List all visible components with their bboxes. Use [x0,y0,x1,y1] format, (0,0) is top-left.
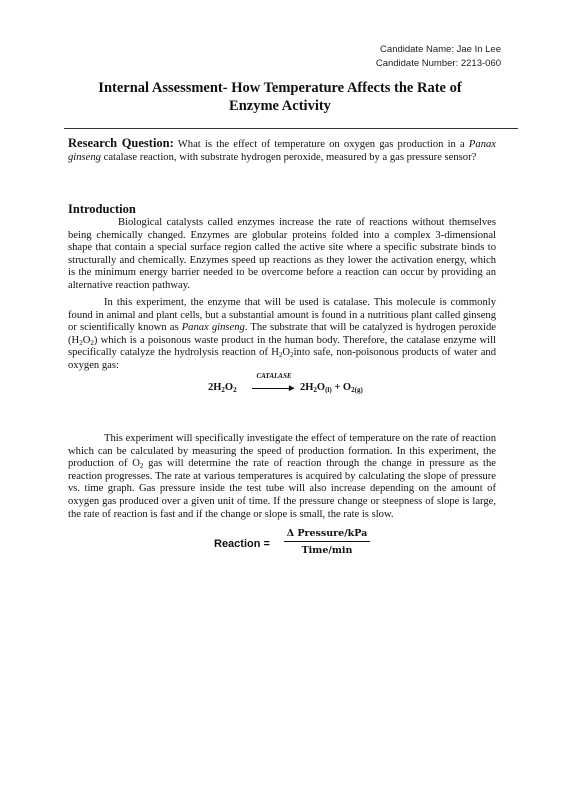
equation-products: $2H_2O_{(l)} + O_{2(g)}$ [300,382,363,394]
intro-paragraph-2-text-b: . The substrate that will be catalyzed is hydrogen peroxide (H [68,322,496,346]
formula-numerator: Δ Pressure/kPa [286,528,368,539]
formula-fraction [284,528,370,556]
subscript: 2 [139,462,144,471]
intro-paragraph-3-text-b: gas will determine the rate of reaction through the change in pressure as the reaction progresses. The rate at various temperatures is acquired by calculating the slope of pressure vs. time graph. Gas pressure inside the test tube will also increase depending on the amount of oxygen gas produced over a given unit of time. If the pressure change or steepness of slope is large, the rate of reaction is fast and if the change or slope is small, the rate is slow. [68,458,496,520]
research-question-text-a: What is the effect of temperature on oxygen gas production in a [173,139,469,150]
research-question-text-b: catalase reaction, with substrate hydrogen peroxide, measured by a gas pressure sensor? [100,151,477,163]
intro-paragraph-3-text-a: This experiment will specifically investigate the effect of temperature on the rate of reaction which can be calculated by measuring the speed of production formation. In this experiment, the production of O [68,433,496,470]
subscript: 2 [278,351,283,360]
intro-paragraph-1-text: Biological catalysts called enzymes increase the rate of reactions without themselves being chemically changed. Enzymes are globular proteins folded into a complex 3-dimensional shape that contain a special surface region called the active site where a specific substrate binds to structurally and chemically. Enzymes speed up reactions as they lower the activation energy, which is the minimum energy barrier needed to be overcome before a reaction can occur by providing an alternative reaction pathway. [68,217,496,291]
intro-paragraph-2 [68,297,496,373]
introduction-heading: Introduction [68,202,136,216]
equation-reactant: $2H_2O_2$ [208,382,237,394]
formula-denominator: Time/min [301,545,353,556]
intro-paragraph-3 [68,433,496,521]
reaction-arrow: CATALASE ▶ [252,372,296,398]
subscript: 2 [290,351,294,360]
intro-paragraph-2-text-d: ) which is a poisonous waste product in the human body. Therefore, the catalase enzyme will specifically catalyze the hydrolysis reaction of H [68,334,496,359]
intro-paragraph-1 [68,217,496,293]
candidate-name: Candidate Name: Jae In Lee [380,44,501,55]
title-divider [64,128,518,129]
title-line-2: Enzyme Activity [229,98,331,114]
intro-paragraph-2-text-c: O [82,334,91,346]
intro-paragraph-2-text-e: O [282,347,291,359]
intro-paragraph-2-text-a: In this experiment, the enzyme that will be used is catalase. This molecule is commonly found in animal and plant cells, but a substantial amount is found in a nutritious plant called ginseng or scientifically known as [68,297,496,334]
page-title [70,79,490,115]
title-line-1: Internal Assessment- How Temperature Affects the Rate of [98,80,462,96]
intro-paragraph-2-text-f: into safe, non-poisonous products of water and oxygen gas: [68,347,496,371]
candidate-number: Candidate Number: 2213-060 [375,58,501,69]
catalyst-label: CATALASE [256,372,292,380]
research-question-species: Panax ginseng [68,139,496,163]
research-question-label: Research Question: [68,136,174,150]
subscript: 2 [90,338,94,347]
formula-label: Reaction = [214,538,270,550]
chemical-equation [208,372,368,398]
research-question [68,137,496,164]
subscript: 2 [79,338,83,347]
rate-formula [214,528,374,562]
intro-paragraph-2-species: Panax ginseng [181,322,245,334]
